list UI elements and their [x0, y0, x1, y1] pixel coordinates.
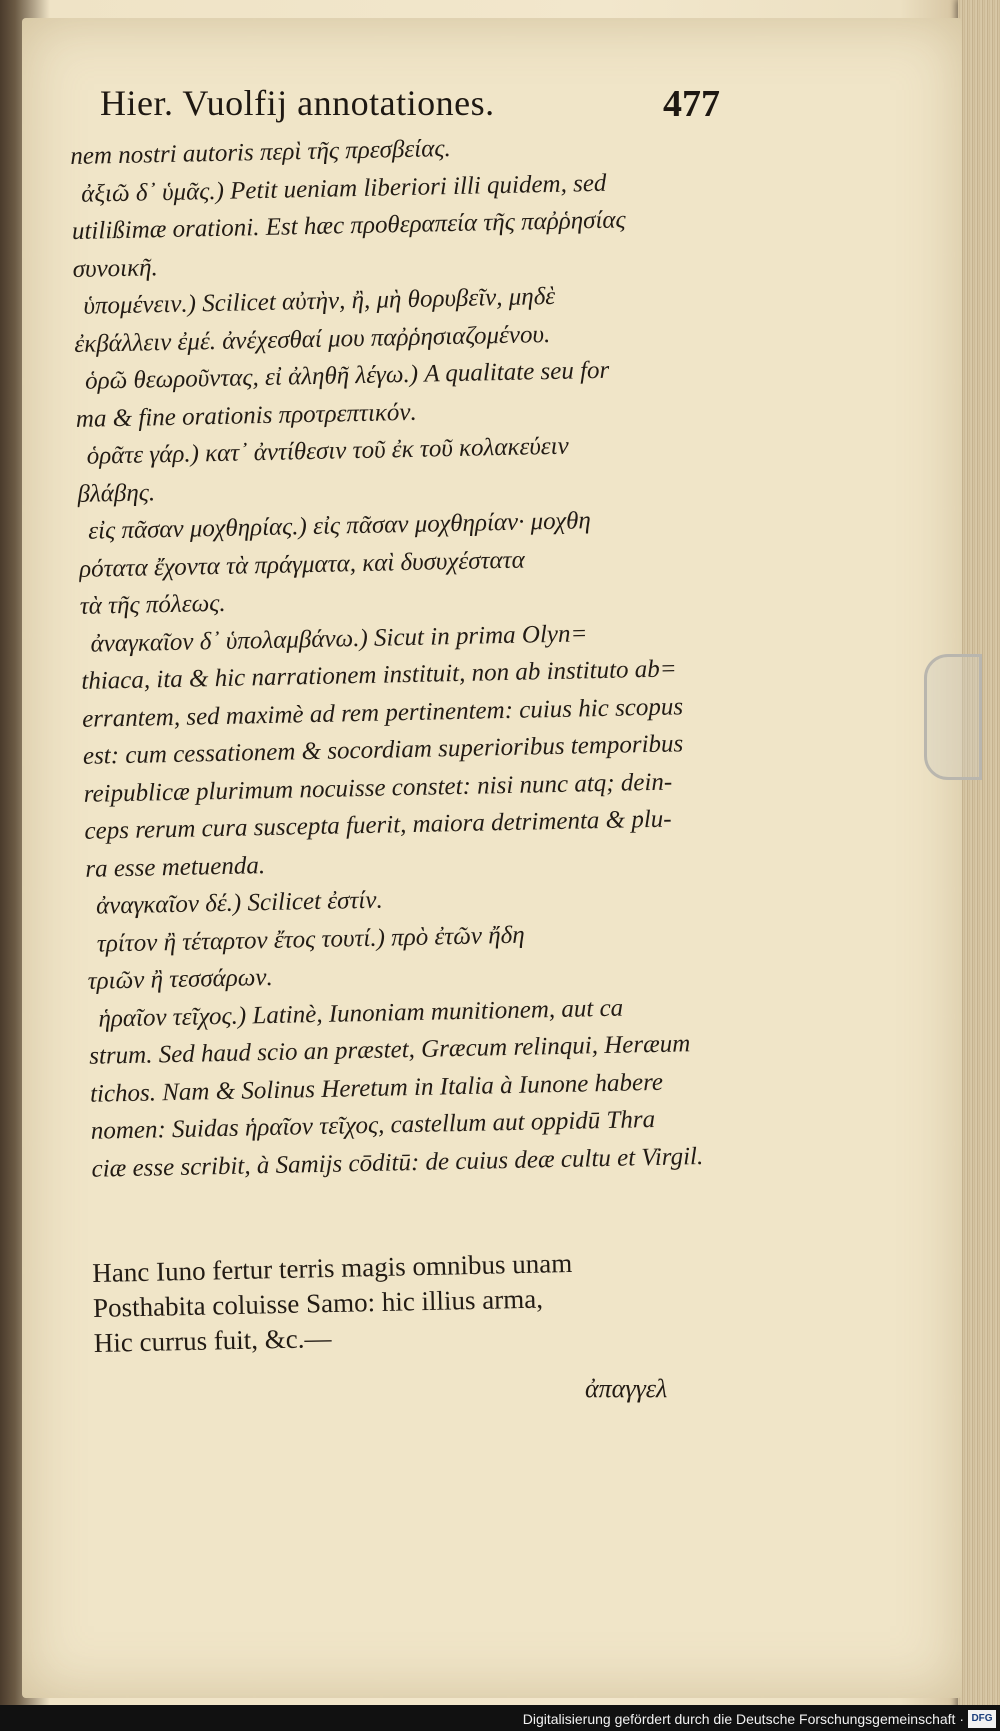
text-line: ra esse metuenda.: [85, 851, 266, 883]
funding-credit: Digitalisierung gefördert durch die Deutsche Forschungsgemeinschaft ·: [522, 1711, 964, 1727]
text-line: συνοικῆ.: [72, 253, 159, 283]
dfg-logo: DFG: [968, 1710, 996, 1728]
text-line: ὁρᾶτε γάρ.) κατ᾽ ἀντίθεσιν τοῦ ἐκ τοῦ κολακεύειν: [86, 432, 569, 470]
text-line: τρίτον ἢ τέταρτον ἔτος τουτί.) πρὸ ἐτῶν ἤδη: [96, 921, 525, 958]
text-line: ἀναγκαῖον δ᾽ ὑπολαμβάνω.) Sicut in prima Olyn=: [90, 619, 588, 658]
text-line: ὑπομένειν.) Scilicet αὐτὴν, ἢ, μὴ θορυβεῖν, μηδὲ: [83, 282, 556, 320]
text-line: ma & fine orationis προτρεπτικόν.: [75, 398, 417, 433]
catchword: ἀπαγγελ: [585, 1374, 668, 1403]
text-line: utilißimæ orationi. Est hæc προθεραπεία τῆς παῤῥησίας: [71, 206, 626, 245]
text-line: strum. Sed haud scio an præstet, Græcum relinqui, Heræum: [88, 1030, 691, 1070]
text-line: nomen: Suidas ἡραῖον τεῖχος, castellum aut oppidū Thra: [90, 1105, 656, 1145]
text-line: ceps rerum cura suscepta fuerit, maiora detrimenta & plu-: [84, 805, 672, 845]
verse-quotation: [92, 1243, 734, 1361]
page-number: 477: [663, 83, 720, 125]
text-line: ἡραῖον τεῖχος.) Latinè, Iunoniam munitionem, aut ca: [98, 994, 624, 1033]
annotation-text: [70, 124, 752, 1188]
page-clip: [924, 654, 982, 780]
text-line: ἀναγκαῖον δέ.) Scilicet ἐστίν.: [95, 886, 383, 920]
running-head: Hier. Vuolfij annotationes.: [100, 83, 495, 123]
text-line: errantem, sed maximè ad rem pertinentem: cuius hic scopus: [81, 692, 684, 733]
text-line: ὁρῶ θεωροῦντας, εἰ ἀληθῆ λέγω.) A qualitate seu for: [84, 356, 610, 395]
text-line: ρότατα ἔχοντα τὰ πράγματα, καὶ δυσυχέστατα: [78, 546, 525, 583]
verse-line: Hanc Iuno fertur terris magis omnibus unam: [92, 1247, 573, 1288]
page-header: [100, 82, 720, 126]
text-line: βλάβης.: [77, 478, 156, 508]
text-line: reipublicæ plurimum nocuisse constet: nisi nunc atq; dein-: [83, 768, 673, 808]
text-line: thiaca, ita & hic narrationem instituit, non ab instituto ab=: [81, 655, 677, 695]
text-line: ἀξιῶ δ᾽ ὑμᾶς.) Petit ueniam liberiori illi quidem, sed: [80, 169, 607, 208]
text-line: est: cum cessationem & socordiam superioribus temporibus: [82, 730, 684, 770]
text-line: nem nostri autoris περὶ τῆς πρεσβείας.: [70, 135, 451, 170]
text-line: ἐκβάλλειν ἐμέ. ἀνέχεσθαί μου παῤῥησιαζομένου.: [74, 320, 551, 358]
book-edge: [958, 0, 1000, 1731]
text-line: τὰ τῆς πόλεως.: [79, 589, 226, 620]
footer-bar: [0, 1705, 1000, 1731]
verse-line: Posthabita coluisse Samo: hic illius arma,: [92, 1283, 544, 1323]
text-line: εἰς πᾶσαν μοχθηρίας.) εἰς πᾶσαν μοχθηρίαν· μοχθη: [87, 507, 592, 545]
verse-line: Hic currus fuit, &c.—: [93, 1323, 332, 1358]
text-line: ciæ esse scribit, à Samijs cōditū: de cuius deæ cultu et Virgil.: [91, 1142, 704, 1183]
text-line: tichos. Nam & Solinus Heretum in Italia à Iunone habere: [89, 1068, 664, 1108]
text-line: τριῶν ἢ τεσσάρων.: [87, 963, 274, 995]
